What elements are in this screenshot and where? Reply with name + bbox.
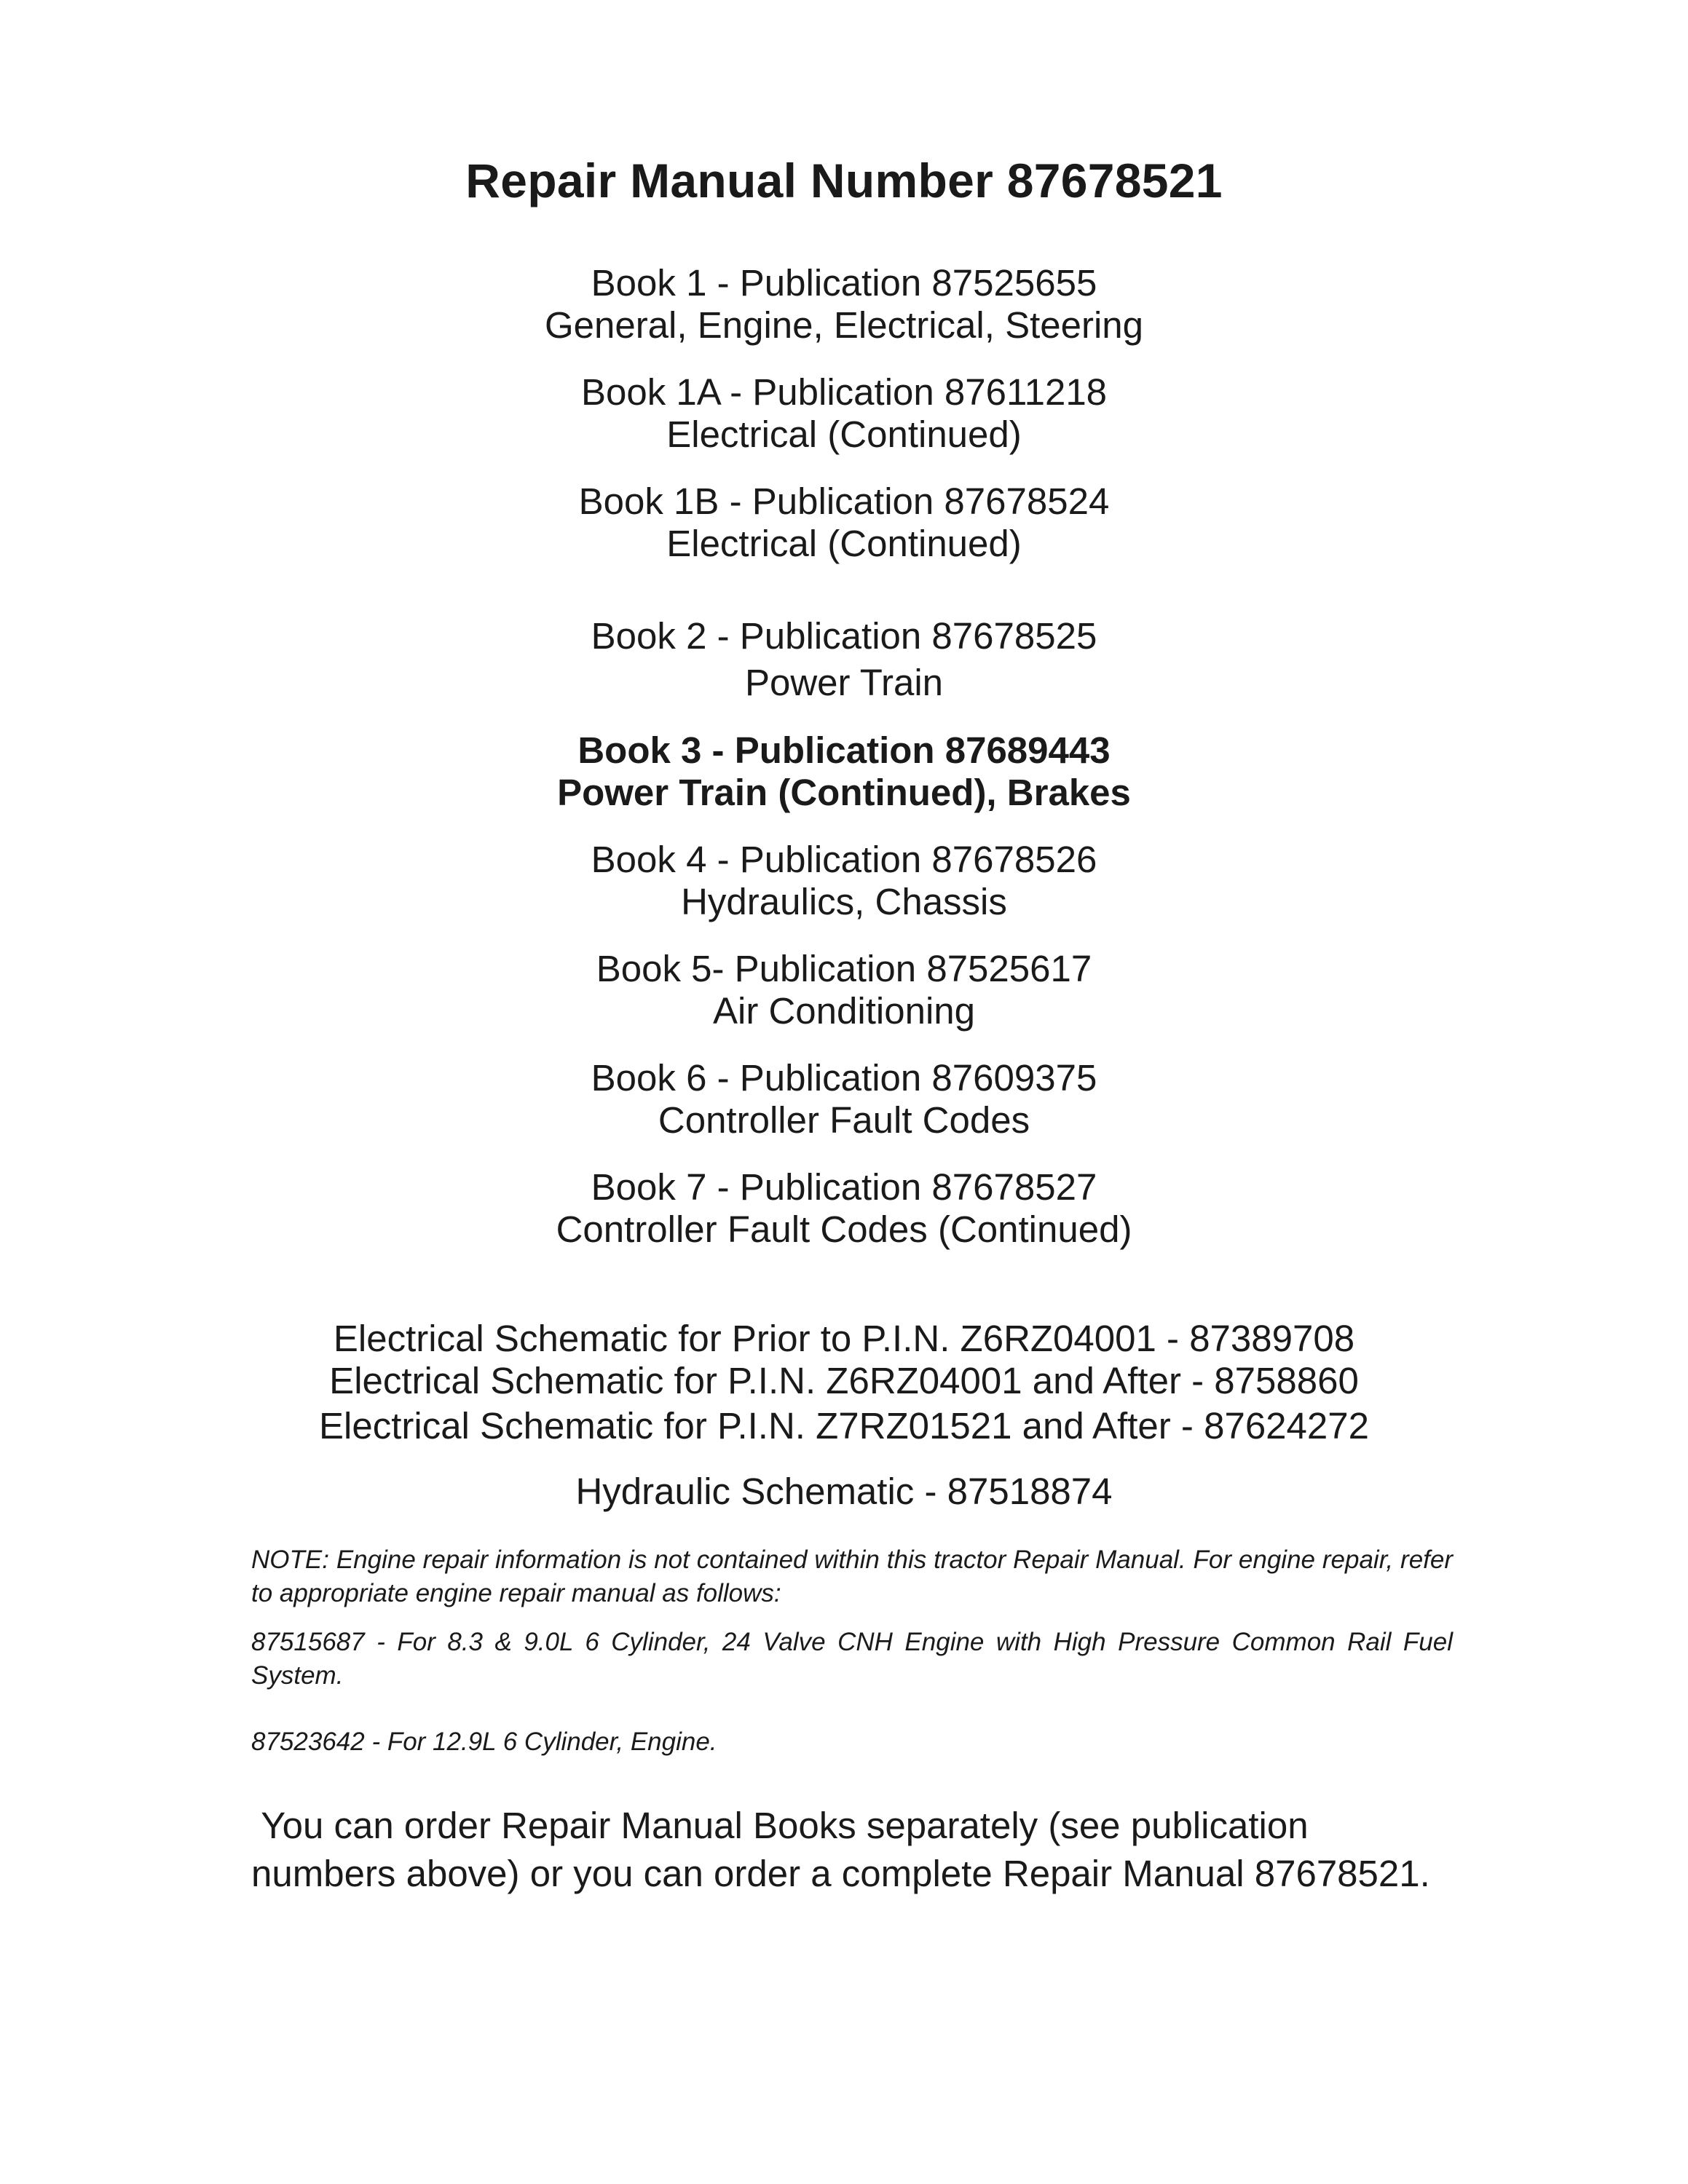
- book-contents-line: General, Engine, Electrical, Steering: [544, 304, 1144, 346]
- electrical-schematic-z6rz04001: Electrical Schematic for P.I.N. Z6RZ04001 and After - 8758860: [329, 1360, 1359, 1401]
- engine-note: NOTE: Engine repair information is not contained within this tractor Repair Manual. For engine repair, refer to appropriate engine repair manual as follows:: [251, 1546, 1453, 1607]
- book-entry-7: [0, 1166, 1688, 1251]
- book-publication-line: Book 5- Publication 87525617: [596, 948, 1092, 989]
- order-text-line2: numbers above) or you can order a complete Repair Manual 87678521.: [251, 1853, 1430, 1894]
- book-entry-1b: [0, 480, 1688, 565]
- book-contents-line: Power Train (Continued), Brakes: [557, 772, 1131, 813]
- book-publication-line: Book 1 - Publication 87525655: [591, 262, 1097, 304]
- book-publication-line: Book 7 - Publication 87678527: [591, 1166, 1097, 1208]
- electrical-schematic-prior: Electrical Schematic for Prior to P.I.N. Z6RZ04001 - 87389708: [333, 1318, 1355, 1359]
- book-contents-line: Controller Fault Codes (Continued): [556, 1208, 1132, 1250]
- book-contents-line: Hydraulics, Chassis: [681, 881, 1007, 922]
- page-title: Repair Manual Number 87678521: [465, 154, 1223, 207]
- book-entry-6: [0, 1057, 1688, 1142]
- book-publication-line: Book 4 - Publication 87678526: [591, 839, 1097, 880]
- book-publication-line: Book 1B - Publication 87678524: [578, 480, 1110, 522]
- book-entry-2: [0, 615, 1688, 704]
- order-text-line1: You can order Repair Manual Books separately (see publication: [251, 1805, 1309, 1846]
- book-entry-1a: [0, 371, 1688, 456]
- book-contents-line: Controller Fault Codes: [658, 1099, 1030, 1141]
- book-publication-line: Book 1A - Publication 87611218: [580, 371, 1108, 413]
- engine-manual-87515687: 87515687 - For 8.3 & 9.0L 6 Cylinder, 24 Valve CNH Engine with High Pressure Common Rail Fuel System.: [251, 1628, 1453, 1690]
- book-entry-3: [0, 729, 1688, 814]
- book-entry-5: [0, 948, 1688, 1032]
- book-entry-4: [0, 839, 1688, 923]
- book-entry-1: [0, 262, 1688, 347]
- book-publication-line: Book 3 - Publication 87689443: [577, 729, 1111, 771]
- book-contents-line: Electrical (Continued): [666, 414, 1022, 455]
- electrical-schematic-z7rz01521: Electrical Schematic for P.I.N. Z7RZ01521 and After - 87624272: [319, 1405, 1369, 1447]
- book-contents-line: Power Train: [744, 662, 944, 703]
- book-contents-line: Air Conditioning: [712, 990, 976, 1032]
- engine-manual-87523642: 87523642 - For 12.9L 6 Cylinder, Engine.: [251, 1728, 717, 1756]
- book-publication-line: Book 6 - Publication 87609375: [591, 1057, 1097, 1099]
- book-contents-line: Electrical (Continued): [666, 523, 1022, 564]
- book-publication-line: Book 2 - Publication 87678525: [591, 615, 1097, 657]
- hydraulic-schematic: Hydraulic Schematic - 87518874: [575, 1471, 1113, 1512]
